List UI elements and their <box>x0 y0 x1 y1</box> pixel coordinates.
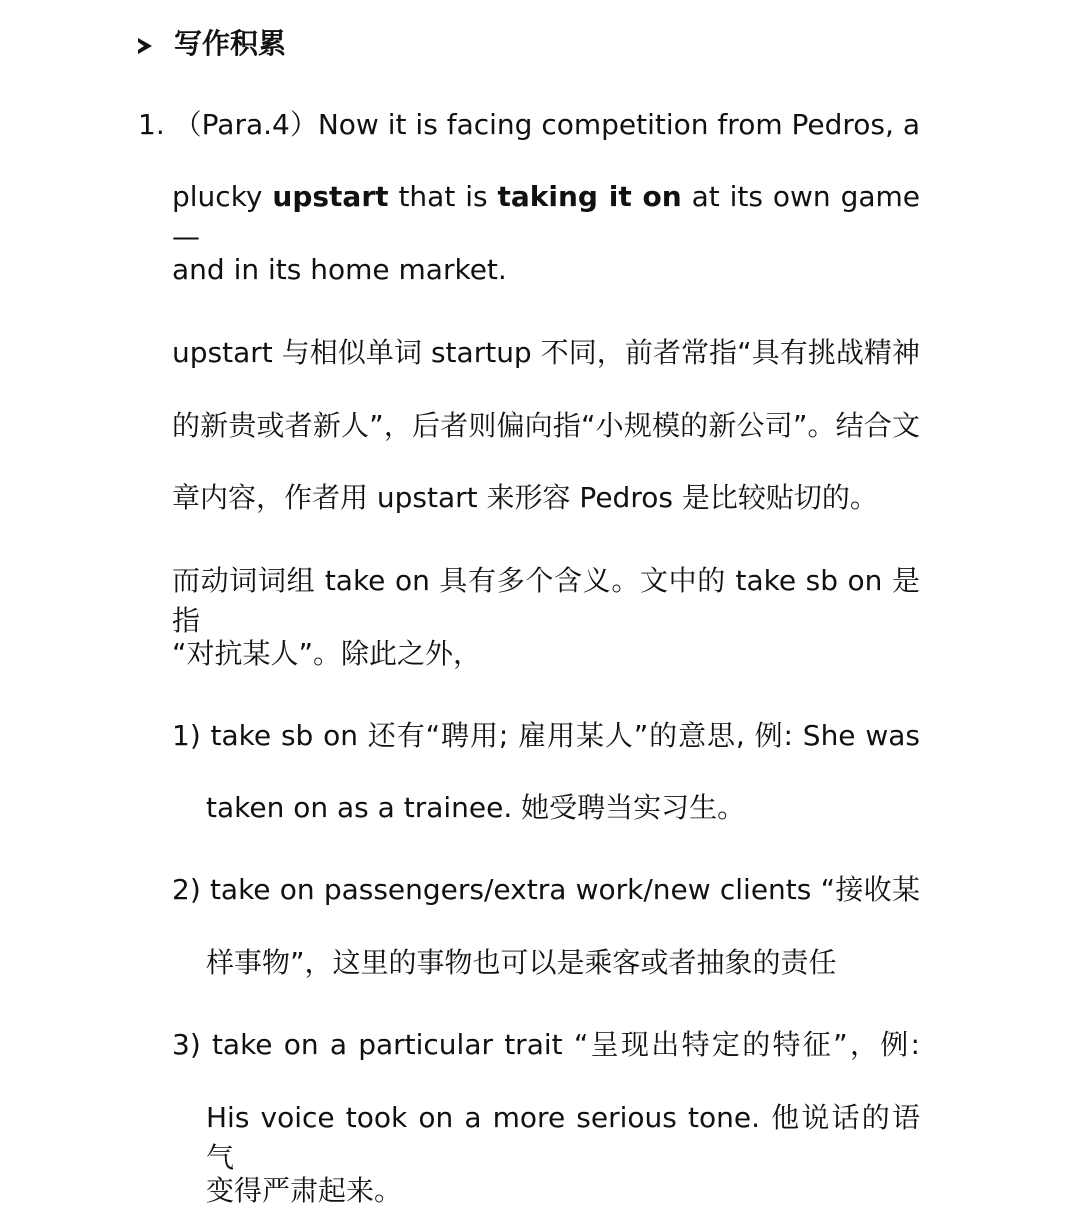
item1-line3: and in its home market. <box>172 253 507 286</box>
item1-line2-part-a: plucky <box>172 180 273 213</box>
meaning3-line2: His voice took on a more serious tone. 他说话的语气 <box>206 1101 920 1174</box>
section-heading <box>138 24 286 64</box>
item1-line2 <box>172 177 921 253</box>
arrow-bullet-icon <box>138 38 152 54</box>
keyword-taking-it-on: taking it on <box>497 180 682 213</box>
meaning3-line3: 变得严肃起来。 <box>206 1174 403 1207</box>
item1-line1 <box>138 105 920 145</box>
note-takeon-line2: “对抗某人”。除此之外， <box>172 637 482 670</box>
meaning3-line1: 3) take on a particular trait “呈现出特定的特征”，例: <box>172 1028 920 1061</box>
meaning2-line2: 样事物”，这里的事物也可以是乘客或者抽象的责任 <box>206 946 837 979</box>
meaning2-line1: 2) take on passengers/extra work/new clients “接收某 <box>172 873 920 906</box>
item1-line2-part-c: at its own game— <box>172 180 921 253</box>
meaning1-line1: 1) take sb on 还有“聘用; 雇用某人”的意思, 例: She was <box>172 719 920 752</box>
note-upstart-line3: 章内容，作者用 upstart 来形容 Pedros 是比较贴切的。 <box>172 481 878 514</box>
meaning1-line2: taken on as a trainee. 她受聘当实习生。 <box>206 791 746 824</box>
item1-para-ref: （Para.4） <box>173 108 318 141</box>
keyword-upstart: upstart <box>272 180 389 213</box>
note-upstart-line1: upstart 与相似单词 startup 不同，前者常指“具有挑战精神 <box>172 336 920 369</box>
note-upstart-line2: 的新贵或者新人”，后者则偏向指“小规模的新公司”。结合文 <box>172 409 920 442</box>
item1-line1-text: Now it is facing competition from Pedros, a <box>317 108 920 141</box>
note-takeon-line1: 而动词词组 take on 具有多个含义。文中的 take sb on 是指 <box>172 564 920 637</box>
item1-line2-part-b: that is <box>388 180 498 213</box>
section-heading-title: 写作积累 <box>174 27 287 60</box>
item1-number: 1. <box>138 108 165 141</box>
